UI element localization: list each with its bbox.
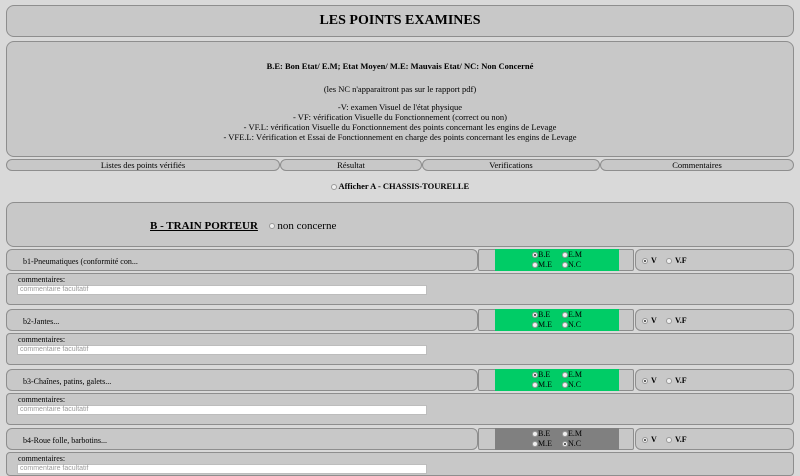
status-label-nc: N.C bbox=[568, 320, 582, 329]
section-train-porteur bbox=[6, 202, 794, 247]
check-label-v: V bbox=[651, 376, 657, 385]
comment-label: commentaires: bbox=[18, 395, 66, 404]
verification-cell bbox=[635, 369, 794, 391]
item-label-box bbox=[6, 309, 478, 331]
item-label-box bbox=[6, 249, 478, 271]
comment-row bbox=[6, 393, 794, 425]
comment-input[interactable]: commentaire facultatif bbox=[17, 405, 427, 415]
status-label-me: M.E bbox=[538, 320, 552, 329]
check-label-vf: V.F bbox=[675, 435, 687, 444]
check-radio-v[interactable] bbox=[642, 437, 648, 443]
status-option-nc[interactable] bbox=[562, 260, 581, 270]
page-title: LES POINTS EXAMINES bbox=[319, 13, 481, 28]
status-label-nc: N.C bbox=[568, 260, 582, 269]
comment-input[interactable]: commentaire facultatif bbox=[17, 345, 427, 355]
column-header-points: Listes des points vérifiés bbox=[6, 159, 280, 171]
status-option-nc[interactable] bbox=[562, 439, 581, 449]
legend-vfel: - VFE.L: Vérification et Essai de Fonctionnement en charge des points concernant les engins de Levage bbox=[223, 132, 577, 142]
check-option-vf[interactable] bbox=[666, 376, 687, 385]
check-option-vf[interactable] bbox=[666, 316, 687, 325]
status-selector bbox=[495, 428, 619, 450]
status-option-em[interactable] bbox=[562, 310, 582, 320]
afficher-chassis-toggle[interactable] bbox=[0, 181, 800, 191]
check-label-v: V bbox=[651, 316, 657, 325]
status-label-me: M.E bbox=[538, 439, 552, 448]
afficher-radio[interactable] bbox=[331, 184, 337, 190]
check-radio-vf[interactable] bbox=[666, 258, 672, 264]
status-option-nc[interactable] bbox=[562, 320, 581, 330]
check-option-vf[interactable] bbox=[666, 256, 687, 265]
check-option-v[interactable] bbox=[642, 435, 657, 444]
check-option-v[interactable] bbox=[642, 376, 657, 385]
check-radio-v[interactable] bbox=[642, 258, 648, 264]
status-option-be[interactable] bbox=[532, 250, 550, 260]
status-option-be[interactable] bbox=[532, 370, 550, 380]
check-option-v[interactable] bbox=[642, 256, 657, 265]
status-option-em[interactable] bbox=[562, 250, 582, 260]
check-option-v[interactable] bbox=[642, 316, 657, 325]
check-label-v: V bbox=[651, 435, 657, 444]
status-label-be: B.E bbox=[538, 310, 551, 319]
legend-v: -V: examen Visuel de l'état physique bbox=[337, 102, 463, 112]
check-radio-vf[interactable] bbox=[666, 318, 672, 324]
status-option-me[interactable] bbox=[532, 439, 552, 449]
non-concerne-radio[interactable] bbox=[269, 223, 275, 229]
comment-row bbox=[6, 273, 794, 305]
item-label: b2-Jantes... bbox=[23, 317, 60, 326]
status-selector bbox=[495, 369, 619, 391]
status-option-em[interactable] bbox=[562, 429, 582, 439]
verification-cell bbox=[635, 249, 794, 271]
status-label-em: E.M bbox=[568, 429, 582, 438]
check-radio-vf[interactable] bbox=[666, 437, 672, 443]
comment-label: commentaires: bbox=[18, 335, 66, 344]
item-label-box bbox=[6, 428, 478, 450]
status-label-nc: N.C bbox=[568, 439, 582, 448]
status-label-be: B.E bbox=[538, 250, 551, 259]
column-header-resultat: Résultat bbox=[280, 159, 422, 171]
check-label-vf: V.F bbox=[675, 316, 687, 325]
status-option-be[interactable] bbox=[532, 310, 550, 320]
check-label-vf: V.F bbox=[675, 376, 687, 385]
verification-cell bbox=[635, 428, 794, 450]
legend-vfl: - VF.L: vérification Visuelle du Fonctionnement des points concernant les engins de Levage bbox=[243, 122, 557, 132]
page-title-panel bbox=[6, 5, 794, 37]
item-label: b1-Pneumatiques (conformité con... bbox=[23, 257, 138, 266]
status-option-em[interactable] bbox=[562, 370, 582, 380]
legend-nc-note: (les NC n'apparaitront pas sur le rapport pdf) bbox=[323, 84, 477, 94]
comment-label: commentaires: bbox=[18, 275, 66, 284]
column-header-commentaires: Commentaires bbox=[600, 159, 794, 171]
item-label-box bbox=[6, 369, 478, 391]
non-concerne-label: non concerne bbox=[277, 220, 337, 232]
legend-status-codes: B.E: Bon Etat/ E.M; Etat Moyen/ M.E: Mauvais Etat/ NC: Non Concerné bbox=[266, 61, 534, 71]
afficher-label: Afficher A - CHASSIS-TOURELLE bbox=[338, 181, 470, 191]
check-label-v: V bbox=[651, 256, 657, 265]
status-option-nc[interactable] bbox=[562, 380, 581, 390]
status-selector bbox=[495, 309, 619, 331]
check-radio-v[interactable] bbox=[642, 318, 648, 324]
item-label: b4-Roue folle, barbotins... bbox=[23, 436, 107, 445]
column-header-verifications: Verifications bbox=[422, 159, 600, 171]
status-label-be: B.E bbox=[538, 370, 551, 379]
status-option-me[interactable] bbox=[532, 260, 552, 270]
check-radio-v[interactable] bbox=[642, 378, 648, 384]
check-label-vf: V.F bbox=[675, 256, 687, 265]
comment-row bbox=[6, 452, 794, 476]
comment-input[interactable]: commentaire facultatif bbox=[17, 285, 427, 295]
status-option-me[interactable] bbox=[532, 320, 552, 330]
status-label-em: E.M bbox=[568, 250, 582, 259]
comment-label: commentaires: bbox=[18, 454, 66, 463]
comment-row bbox=[6, 333, 794, 365]
status-label-em: E.M bbox=[568, 310, 582, 319]
check-option-vf[interactable] bbox=[666, 435, 687, 444]
section-title: B - TRAIN PORTEUR bbox=[150, 220, 258, 232]
status-option-be[interactable] bbox=[532, 429, 550, 439]
status-label-be: B.E bbox=[538, 429, 551, 438]
legend-panel bbox=[6, 41, 794, 157]
status-option-me[interactable] bbox=[532, 380, 552, 390]
check-radio-vf[interactable] bbox=[666, 378, 672, 384]
status-selector bbox=[495, 249, 619, 271]
status-label-me: M.E bbox=[538, 380, 552, 389]
verification-cell bbox=[635, 309, 794, 331]
comment-input[interactable]: commentaire facultatif bbox=[17, 464, 427, 474]
status-label-em: E.M bbox=[568, 370, 582, 379]
legend-vf: - VF: vérification Visuelle du Fonctionnement (correct ou non) bbox=[293, 112, 507, 122]
status-label-nc: N.C bbox=[568, 380, 582, 389]
status-label-me: M.E bbox=[538, 260, 552, 269]
item-label: b3-Chaînes, patins, galets... bbox=[23, 377, 112, 386]
